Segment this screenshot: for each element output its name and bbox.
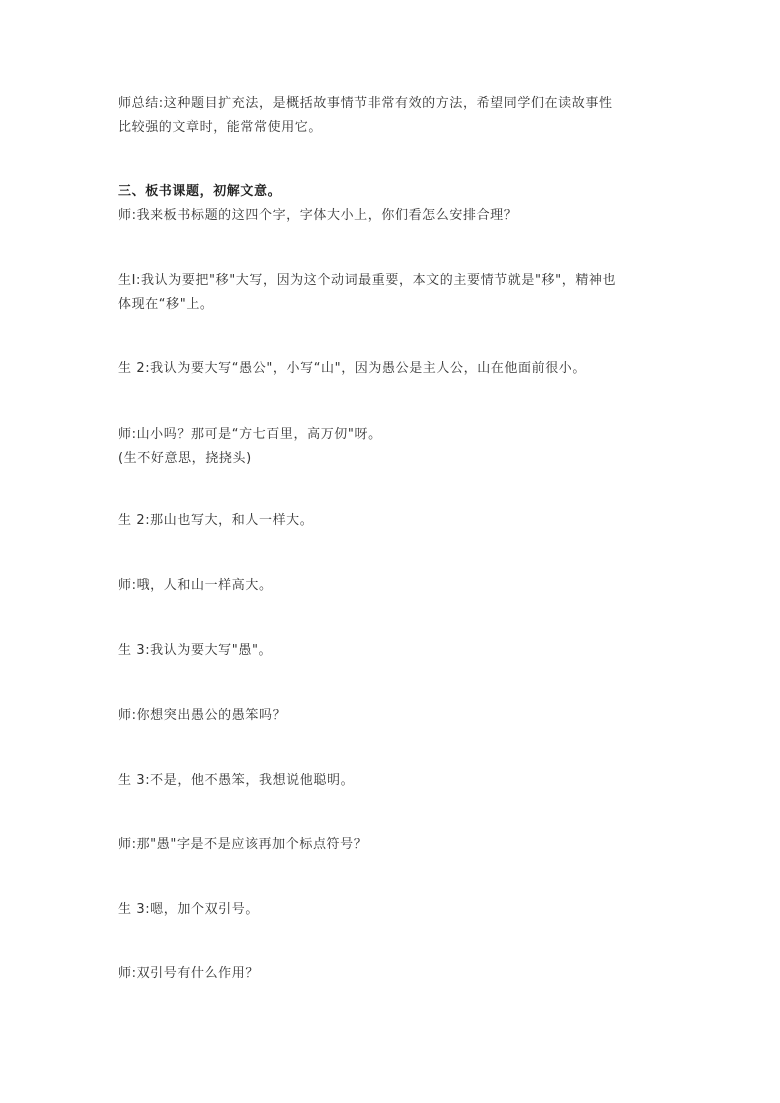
text-line: 生Ⅰ:我认为要把"移"大写，因为这个动词最重要，本文的主要情节就是"移"，精神也 <box>118 273 617 288</box>
text-line: 师:山小吗？那可是“方七百里，高万仞"呀。 <box>118 427 382 442</box>
text-line: 师:我来板书标题的这四个字，字体大小上，你们看怎么安排合理？ <box>118 208 518 223</box>
text-line: 生 2:那山也写大，和人一样大。 <box>118 513 314 528</box>
text-line: 比较强的文章时，能常常使用它。 <box>118 120 323 135</box>
paragraph-teacher-mountain <box>118 423 678 471</box>
text-line: 生 3:嗯，加个双引号。 <box>118 902 259 917</box>
paragraph-section-three <box>118 180 678 228</box>
text-line: 师:哦，人和山一样高大。 <box>118 578 273 593</box>
text-line: 生 3:我认为要大写"愚"。 <box>118 643 273 658</box>
paragraph-student-3b <box>118 769 678 793</box>
paragraph-student-2b <box>118 509 678 533</box>
paragraph-teacher-summary <box>118 92 678 140</box>
text-line: 生 2:我认为要大写“愚公"，小写“山"，因为愚公是主人公，山在他面前很小。 <box>118 361 587 376</box>
text-line: 师:那"愚"字是不是应该再加个标点符号？ <box>118 837 368 852</box>
text-line: 师:你想突出愚公的愚笨吗？ <box>118 708 287 723</box>
text-line: (生不好意思，挠挠头) <box>118 451 252 466</box>
paragraph-teacher-quotes <box>118 962 678 986</box>
paragraph-student-3c <box>118 898 678 922</box>
text-line: 师总结:这种题目扩充法，是概括故事情节非常有效的方法，希望同学们在读故事性 <box>118 96 613 111</box>
section-heading: 三、板书课题，初解文意。 <box>118 184 282 199</box>
paragraph-teacher-punctuation <box>118 833 678 857</box>
paragraph-student-1 <box>118 269 678 317</box>
paragraph-student-2a <box>118 357 678 381</box>
text-line: 生 3:不是，他不愚笨，我想说他聪明。 <box>118 773 355 788</box>
paragraph-student-3a <box>118 639 678 663</box>
text-line: 师:双引号有什么作用？ <box>118 966 259 981</box>
paragraph-teacher-foolish <box>118 704 678 728</box>
text-line: 体现在“移"上。 <box>118 297 214 312</box>
paragraph-teacher-oh <box>118 574 678 598</box>
